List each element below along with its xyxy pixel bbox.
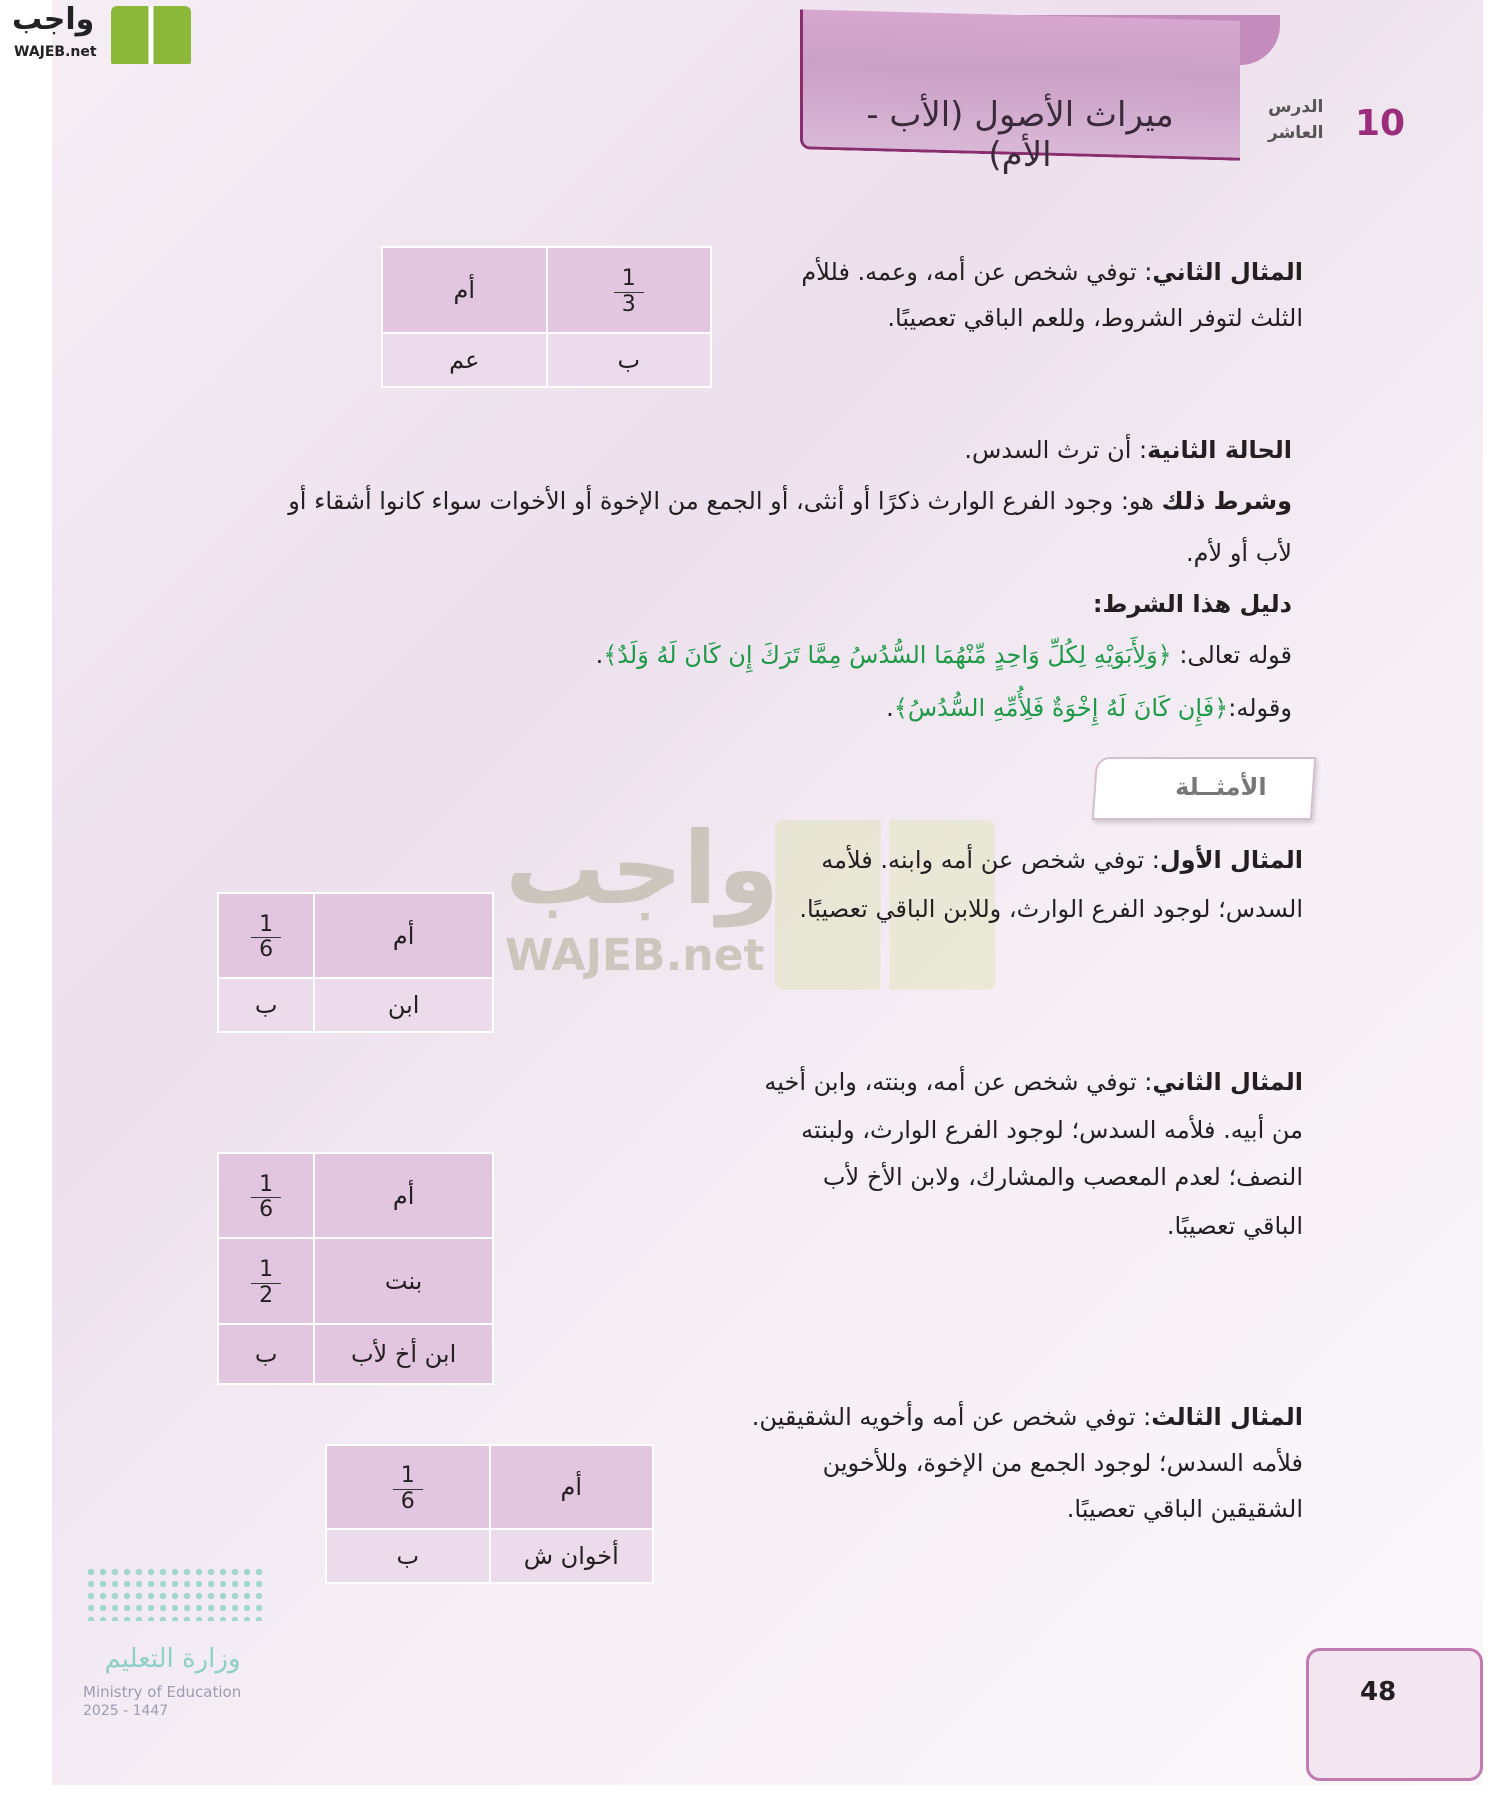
example3-line3: الشقيقين الباقي تعصيبًا. xyxy=(1066,1495,1303,1523)
example2-line2: من أبيه. فلأمه السدس؛ لوجود الفرع الوارث، ولبنته xyxy=(801,1116,1303,1144)
examples-tab: الأمثــلة xyxy=(1092,757,1316,820)
evidence-heading: دليل هذا الشرط: xyxy=(1092,590,1292,618)
top-example-line1: المثال الثاني: توفي شخص عن أمه، وعمه. فللأم xyxy=(801,258,1303,286)
watermark: واجب WAJEB.net xyxy=(505,820,995,990)
logo-arabic: واجب xyxy=(12,2,95,37)
page-number: 48 xyxy=(1360,1677,1397,1707)
ministry-logo: وزارة التعليم Ministry of Education 2025 - 1447 xyxy=(80,1561,270,1726)
example2-table: $\frac{1}{6}$ أم $\frac{1}{2}$ بنت ب ابن أخ لأب xyxy=(217,1152,494,1385)
wajeb-logo xyxy=(6,2,191,64)
condition-line2: لأب أو لأم. xyxy=(1186,539,1292,567)
example2-line4: الباقي تعصيبًا. xyxy=(1166,1212,1303,1240)
lesson-number: 10 xyxy=(1355,103,1406,144)
ministry-dots-icon xyxy=(85,1566,265,1621)
example2-line3: النصف؛ لعدم المعصب والمشارك، ولابن الأخ لأب xyxy=(822,1163,1303,1191)
example1-line2: السدس؛ لوجود الفرع الوارث، وللابن الباقي تعصيبًا. xyxy=(799,895,1303,923)
example1-table: $\frac{1}{6}$ أم ب ابن xyxy=(217,892,494,1033)
example1-line1: المثال الأول: توفي شخص عن أمه وابنه. فلأمه xyxy=(821,846,1303,874)
verse-2: وقوله:﴿فَإِن كَانَ لَهُ إِخْوَةٌ فَلِأُمِّهِ السُّدُسُ﴾. xyxy=(886,694,1292,722)
example2-line1: المثال الثاني: توفي شخص عن أمه، وبنته، وابن أخيه xyxy=(764,1068,1303,1096)
lesson-label: الدرس العاشر xyxy=(1268,97,1324,143)
logo-latin: WAJEB.net xyxy=(14,44,97,60)
example3-line1: المثال الثالث: توفي شخص عن أمه وأخويه الشقيقين. xyxy=(751,1403,1303,1431)
example3-table: $\frac{1}{6}$ أم ب أخوان ش xyxy=(325,1444,654,1584)
condition-line1: وشرط ذلك هو: وجود الفرع الوارث ذكرًا أو أنثى، أو الجمع من الإخوة أو الأخوات سواء كانوا أشقاء أو xyxy=(288,487,1292,515)
case2-heading: الحالة الثانية: أن ترث السدس. xyxy=(964,436,1292,464)
lesson-title: ميراث الأصول (الأب - الأم) xyxy=(866,95,1174,175)
book-icon xyxy=(111,6,191,64)
example3-line2: فلأمه السدس؛ لوجود الجمع من الإخوة، وللأخوين xyxy=(822,1449,1303,1477)
top-example-table: أم $\frac{1}{3}$ عم ب xyxy=(381,246,712,388)
page-number-box xyxy=(1306,1648,1483,1781)
verse-1: قوله تعالى: ﴿وَلِأَبَوَيْهِ لِكُلِّ وَاحِدٍ مِّنْهُمَا السُّدُسُ مِمَّا تَرَكَ إِن كَانَ لَهُ وَلَدٌ﴾. xyxy=(595,641,1292,669)
top-example-line2: الثلث لتوفر الشروط، وللعم الباقي تعصيبًا. xyxy=(887,304,1303,332)
